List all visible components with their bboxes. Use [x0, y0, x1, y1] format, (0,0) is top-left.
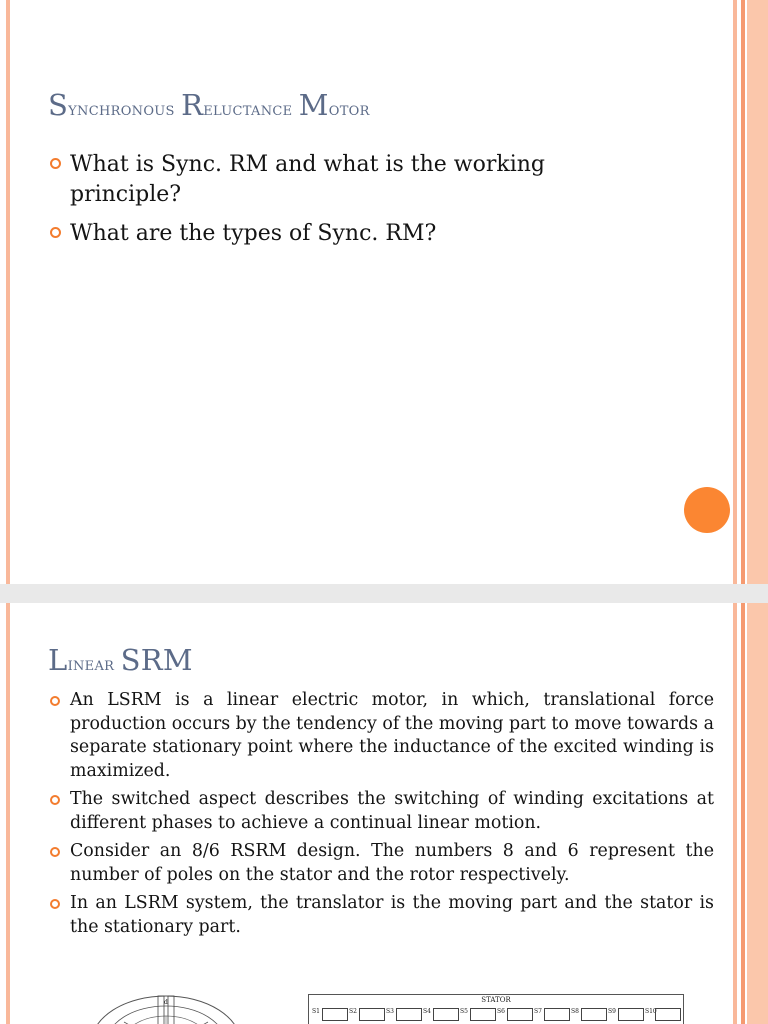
- right-stripe-mid: [741, 0, 745, 584]
- bullet-item: [70, 788, 714, 835]
- circle-bullet-icon: [50, 795, 60, 805]
- right-stripe-thin: [733, 0, 737, 584]
- slide-linear-srm: [0, 603, 768, 1024]
- left-accent-line: [6, 603, 10, 1024]
- stator-pole-box: [544, 1008, 570, 1021]
- stator-pole-box: [655, 1008, 681, 1021]
- stator-pole-box: [507, 1008, 533, 1021]
- motor-axis-label: d: [164, 999, 168, 1006]
- stator-label: STATOR: [481, 996, 511, 1004]
- left-accent-line: [6, 0, 10, 584]
- orange-circle-decoration: [684, 487, 730, 533]
- bullet-item: [70, 150, 610, 210]
- circle-bullet-icon: [50, 227, 61, 238]
- stator-segment-label: S9: [608, 1008, 616, 1015]
- rotary-srm-diagram: [86, 986, 246, 1024]
- bullet-list: [70, 689, 714, 944]
- bullet-item: [70, 219, 610, 249]
- bullet-text: What are the types of Sync. RM?: [70, 221, 437, 246]
- bullet-text: The switched aspect describes the switching of winding excitations at different phases to achieve a continual linear motion.: [70, 789, 714, 833]
- bullet-item: [70, 892, 714, 939]
- bullet-text: Consider an 8/6 RSRM design. The numbers 8 and 6 represent the number of poles on the stator and the rotor respectively.: [70, 841, 714, 885]
- stator-segment-label: S4: [423, 1008, 431, 1015]
- right-stripe-wide: [747, 603, 768, 1024]
- circle-bullet-icon: [50, 158, 61, 169]
- stator-segment-label: S6: [497, 1008, 505, 1015]
- stator-pole-box: [396, 1008, 422, 1021]
- stator-pole-box: [581, 1008, 607, 1021]
- stator-pole-box: [359, 1008, 385, 1021]
- bullet-text: What is Sync. RM and what is the working principle?: [70, 152, 545, 207]
- stator-segment-label: S8: [571, 1008, 579, 1015]
- bullet-item: [70, 689, 714, 783]
- right-stripe-mid: [741, 603, 745, 1024]
- circle-bullet-icon: [50, 847, 60, 857]
- stator-segment-label: S10: [645, 1008, 657, 1015]
- stator-pole-box: [322, 1008, 348, 1021]
- bullet-list: [70, 150, 610, 258]
- bullet-text: In an LSRM system, the translator is the moving part and the stator is the stationary part.: [70, 893, 714, 937]
- slide-title: Linear SRM: [48, 643, 193, 677]
- stator-segment-label: S7: [534, 1008, 542, 1015]
- stator-pole-box: [433, 1008, 459, 1021]
- stator-segment-label: S2: [349, 1008, 357, 1015]
- right-stripe-wide: [747, 0, 768, 584]
- stator-pole-box: [618, 1008, 644, 1021]
- circle-bullet-icon: [50, 696, 60, 706]
- stator-segment-label: S3: [386, 1008, 394, 1015]
- bullet-item: [70, 840, 714, 887]
- stator-segment-label: S5: [460, 1008, 468, 1015]
- stator-segment-row: [312, 1007, 680, 1023]
- slide-gap: [0, 584, 768, 603]
- stator-segment-label: S1: [312, 1008, 320, 1015]
- circle-bullet-icon: [50, 899, 60, 909]
- right-stripe-thin: [733, 603, 737, 1024]
- bullet-text: An LSRM is a linear electric motor, in which, translational force production occurs by the tendency of the moving part to move towards a separate stationary point where the inductance of the excited winding is maximized.: [70, 690, 714, 781]
- slide-title: Synchronous Reluctance Motor: [48, 88, 370, 122]
- stator-pole-box: [470, 1008, 496, 1021]
- linear-stator-diagram: [308, 994, 684, 1024]
